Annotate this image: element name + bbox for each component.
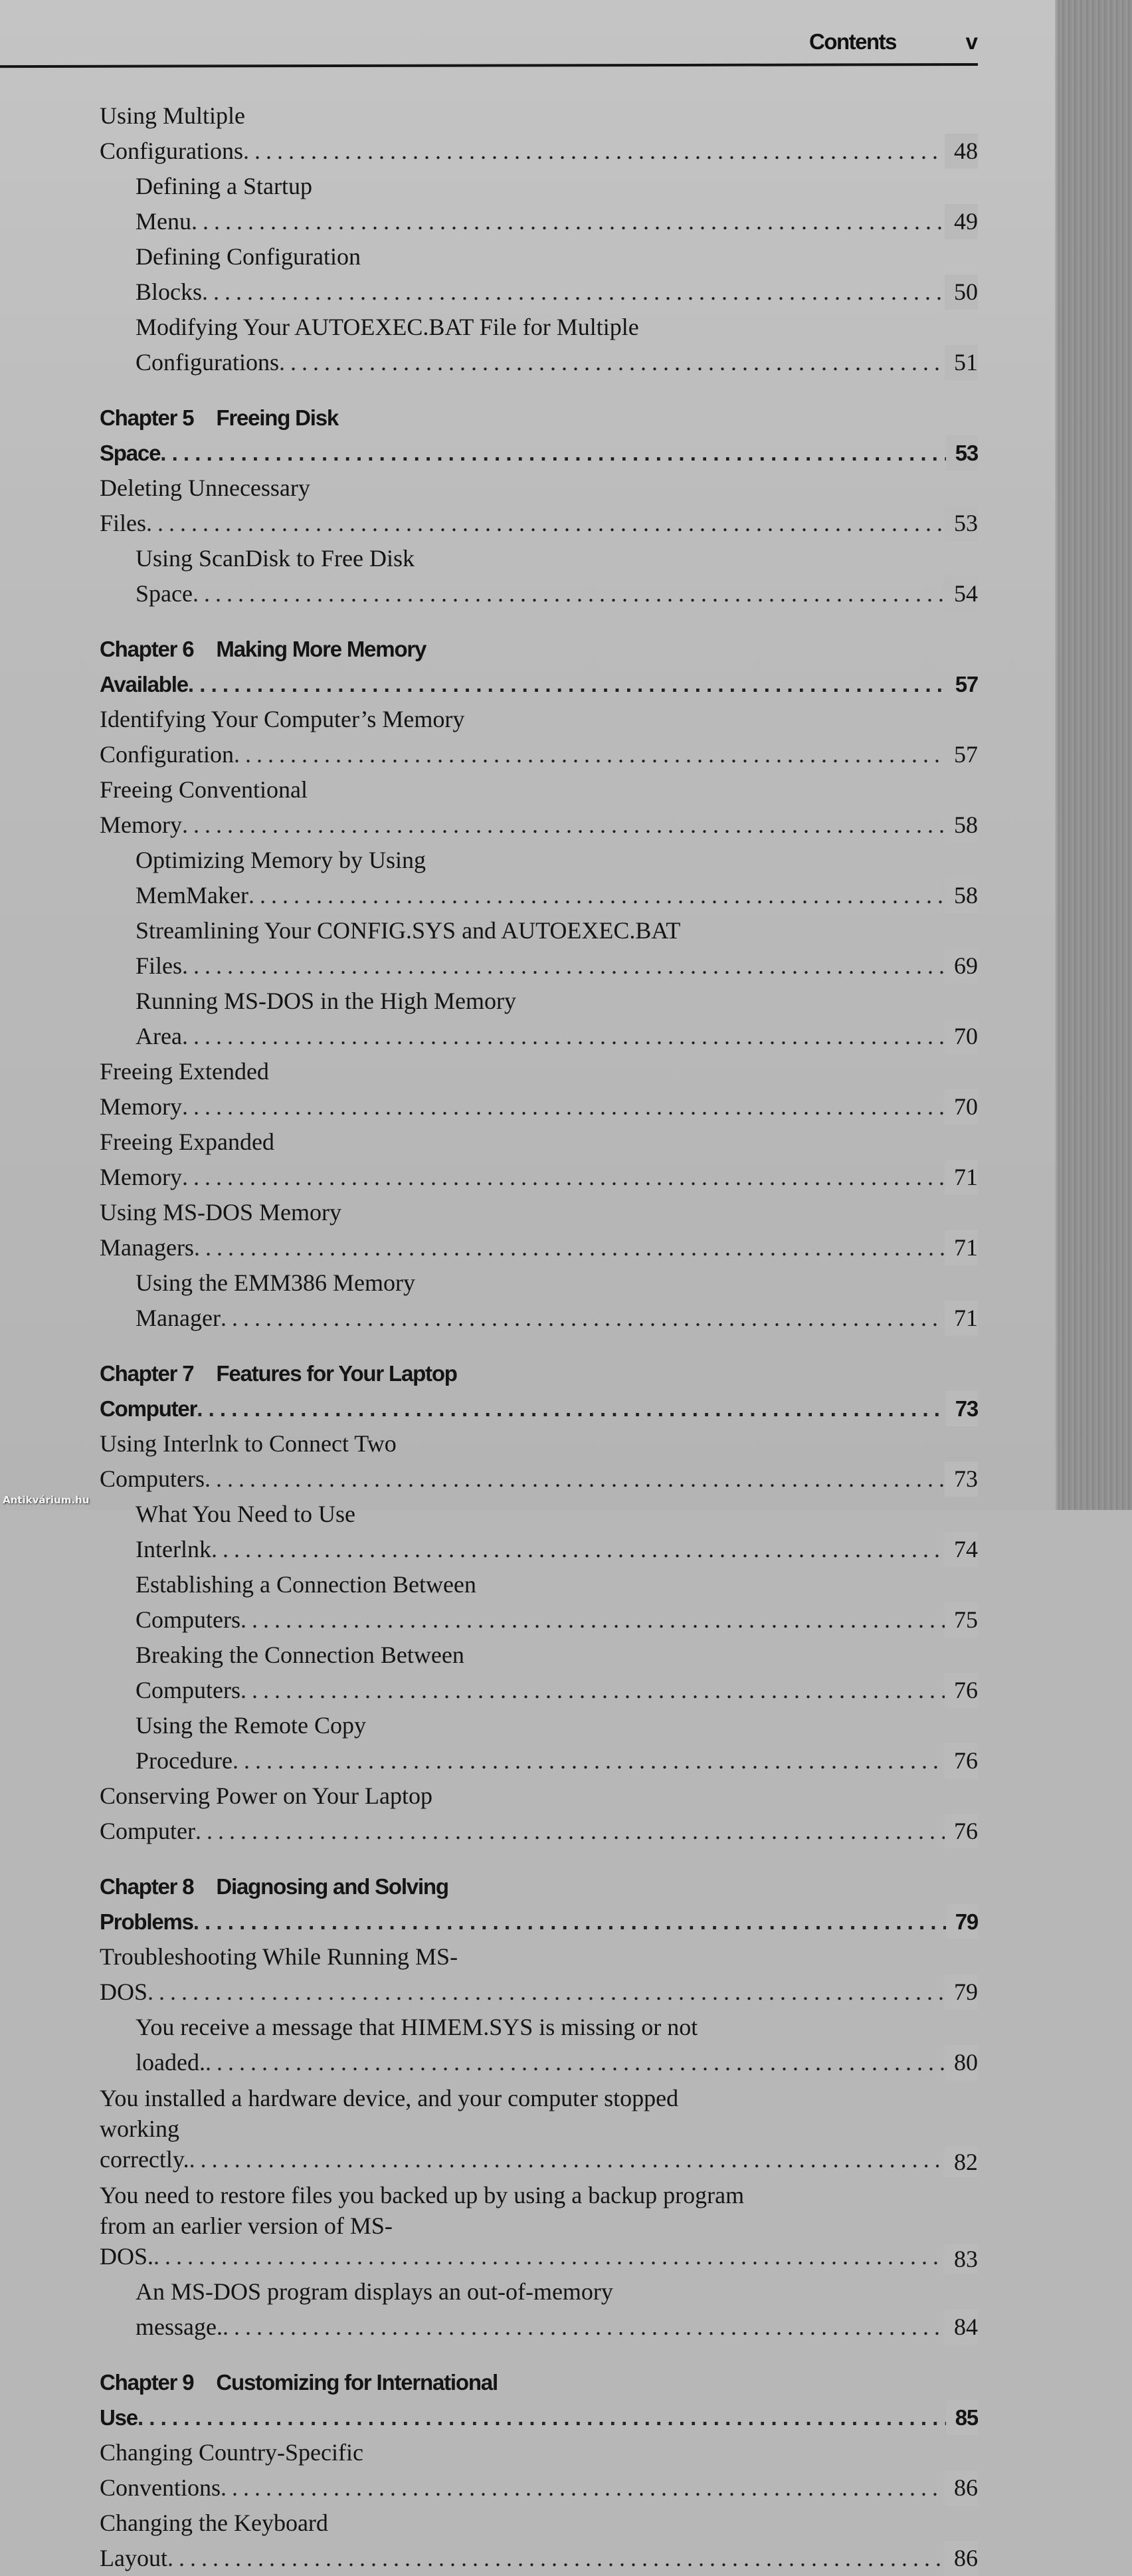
toc-entry: [100, 702, 978, 772]
dot-leader: [193, 580, 978, 607]
entry-title: Optimizing Memory by Using MemMaker: [136, 847, 426, 909]
chapter-page-number: 57: [946, 667, 978, 702]
dot-leader: [194, 1234, 978, 1261]
entry-title: Using ScanDisk to Free Disk Space: [136, 545, 415, 607]
entry-title: Establishing a Connection Between Computers: [136, 1571, 476, 1633]
toc-entry: [100, 1497, 978, 1567]
entry-page-number: 76: [945, 1743, 978, 1778]
entry-page-number: 57: [945, 737, 978, 772]
entry-page-number: 58: [945, 878, 978, 913]
chapter-heading: [100, 631, 978, 702]
chapter-title: Features for Your Laptop Computer: [100, 1361, 457, 1421]
toc-entry: [100, 2435, 978, 2506]
entry-page-number: 50: [945, 274, 978, 310]
toc-entry: [100, 2274, 978, 2345]
chapter-number: Chapter 8: [100, 1874, 194, 1899]
toc-entry: [100, 1125, 978, 1195]
entry-page-number: 82: [945, 2147, 978, 2177]
entry-title: Defining Configuration Blocks: [136, 243, 361, 305]
toc-entry: [100, 843, 978, 913]
dot-leader: [234, 741, 978, 768]
toc-entry: [100, 772, 978, 843]
entry-page-number: 74: [945, 1532, 978, 1567]
toc-entry: [100, 1054, 978, 1125]
toc-entry: [100, 239, 978, 310]
chapter-title: Freeing Disk Space: [100, 405, 339, 465]
chapter-heading: [100, 2365, 978, 2435]
entry-page-number: 76: [945, 1673, 978, 1708]
entry-page-number: 86: [945, 2470, 978, 2506]
toc-entry: [100, 1265, 978, 1336]
dot-leader: [160, 441, 978, 465]
entry-page-number: 49: [945, 204, 978, 239]
dot-leader: [223, 2313, 978, 2340]
chapter-number: Chapter 6: [100, 637, 194, 661]
entry-title: Streamlining Your CONFIG.SYS and AUTOEXEC.BAT Files: [136, 917, 680, 979]
entry-page-number: 51: [945, 345, 978, 380]
entry-page-number: 71: [945, 1230, 978, 1265]
dot-leader: [279, 349, 978, 376]
entry-page-number: 80: [945, 2045, 978, 2080]
entry-title: Using Multiple Configurations: [100, 102, 246, 164]
toc-entry: [100, 1708, 978, 1778]
entry-page-number: 53: [945, 506, 978, 541]
toc-entry: [100, 1778, 978, 1849]
entry-title: Troubleshooting While Running MS-DOS: [100, 1943, 458, 2005]
entry-title: Defining a Startup Menu: [136, 173, 312, 235]
entry-title: You need to restore files you backed up by using a backup program from an earlier version of MS-DOS.: [100, 2182, 745, 2270]
entry-page-number: 73: [945, 1461, 978, 1497]
dot-leader: [147, 1979, 978, 2005]
entry-title: Using MS-DOS Memory Managers: [100, 1199, 342, 1261]
dot-leader: [221, 2474, 978, 2501]
chapter-heading: [100, 400, 978, 471]
dot-leader: [182, 952, 978, 979]
entry-title: Modifying Your AUTOEXEC.BAT File for Multiple Configurations: [136, 314, 639, 376]
chapter-heading: [100, 1356, 978, 1426]
header-title: Contents: [809, 29, 896, 54]
entry-title: Using Interlnk to Connect Two Computers: [100, 1430, 397, 1492]
entry-title: An MS-DOS program displays an out-of-memory message.: [136, 2278, 613, 2340]
entry-title: You installed a hardware device, and your computer stopped working correctly.: [100, 2085, 679, 2173]
entry-page-number: 75: [945, 1602, 978, 1638]
entry-page-number: 70: [945, 1089, 978, 1125]
entry-page-number: 84: [945, 2309, 978, 2345]
entry-title: Breaking the Connection Between Computers: [136, 1642, 464, 1703]
toc-entry: [100, 2010, 978, 2080]
dot-leader: [243, 138, 978, 164]
toc-entry: [100, 2506, 978, 2576]
toc-entry: [100, 1567, 978, 1638]
dot-leader: [182, 1023, 978, 1049]
entry-title: Freeing Expanded Memory: [100, 1128, 274, 1190]
toc-entry: [100, 984, 978, 1054]
dot-leader: [146, 510, 978, 536]
dot-leader: [182, 1093, 978, 1120]
chapter-number: Chapter 5: [100, 405, 194, 430]
dot-leader: [202, 278, 978, 305]
toc-entry: [100, 310, 978, 380]
entry-title: Identifying Your Computer’s Memory Configuration: [100, 706, 465, 768]
dot-leader: [197, 1396, 978, 1421]
toc-entry: [100, 98, 978, 169]
dot-leader: [221, 1305, 978, 1331]
toc-entry: [100, 169, 978, 239]
entry-page-number: 48: [945, 134, 978, 169]
entry-page-number: 71: [945, 1301, 978, 1336]
entry-page-number: 83: [945, 2244, 978, 2274]
entry-title: Changing Country-Specific Conventions: [100, 2439, 363, 2501]
chapter-title: Diagnosing and Solving Problems: [100, 1874, 448, 1934]
entry-title: What You Need to Use Interlnk: [136, 1501, 355, 1562]
entry-title: You receive a message that HIMEM.SYS is missing or not loaded.: [136, 2014, 698, 2076]
entry-page-number: 79: [945, 1975, 978, 2010]
running-header: [804, 29, 978, 58]
dot-leader: [240, 1677, 978, 1703]
toc-entry: [100, 471, 978, 541]
toc-entry: [100, 913, 978, 984]
dot-leader: [189, 2146, 978, 2173]
dot-leader: [138, 2405, 978, 2430]
chapter-title: Making More Memory Available: [100, 637, 426, 697]
header-page-number: v: [965, 29, 978, 54]
dot-leader: [205, 1465, 978, 1492]
dot-leader: [248, 882, 978, 909]
toc-entry: [100, 1638, 978, 1708]
toc-entry: [100, 1195, 978, 1265]
watermark: Antikvárium.hu: [3, 1494, 90, 1506]
entry-title: Changing the Keyboard Layout: [100, 2510, 328, 2571]
dot-leader: [240, 1606, 978, 1633]
entry-page-number: 70: [945, 1019, 978, 1054]
chapter-title: Customizing for International Use: [100, 2370, 498, 2430]
entry-page-number: 86: [945, 2541, 978, 2576]
chapter-page-number: 85: [946, 2400, 978, 2435]
chapter-page-number: 73: [946, 1391, 978, 1426]
toc-entry: [100, 541, 978, 611]
entry-title: Conserving Power on Your Laptop Computer: [100, 1782, 432, 1844]
entry-page-number: 54: [945, 576, 978, 611]
chapter-page-number: 53: [946, 435, 978, 471]
entry-page-number: 58: [945, 807, 978, 843]
entry-title: Using the Remote Copy Procedure: [136, 1712, 366, 1774]
entry-page-number: 71: [945, 1160, 978, 1195]
dot-leader: [233, 1747, 978, 1774]
dot-leader: [182, 1164, 978, 1190]
entry-title: Running MS-DOS in the High Memory Area: [136, 988, 517, 1049]
chapter-page-number: 79: [946, 1904, 978, 1939]
dot-leader: [193, 1909, 978, 1934]
book-binding: [1059, 0, 1132, 1510]
toc-entry: [100, 1939, 978, 2010]
entry-title: Freeing Conventional Memory: [100, 776, 308, 838]
chapter-number: Chapter 7: [100, 1361, 194, 1386]
table-of-contents: [100, 98, 978, 2576]
entry-page-number: 76: [945, 1814, 978, 1849]
chapter-number: Chapter 9: [100, 2370, 194, 2395]
dot-leader: [205, 2049, 978, 2076]
dot-leader: [195, 1818, 978, 1844]
entry-title: Freeing Extended Memory: [100, 1058, 269, 1120]
toc-entry: [100, 2080, 978, 2177]
dot-leader: [188, 672, 978, 697]
entry-page-number: 69: [945, 948, 978, 984]
dot-leader: [167, 2545, 978, 2571]
dot-leader: [153, 2243, 978, 2270]
dot-leader: [191, 208, 978, 235]
dot-leader: [182, 811, 978, 838]
chapter-heading: [100, 1869, 978, 1939]
toc-entry: [100, 2177, 978, 2274]
entry-title: Using the EMM386 Memory Manager: [136, 1269, 415, 1331]
dot-leader: [211, 1536, 978, 1562]
entry-title: Deleting Unnecessary Files: [100, 475, 310, 536]
toc-entry: [100, 1426, 978, 1497]
